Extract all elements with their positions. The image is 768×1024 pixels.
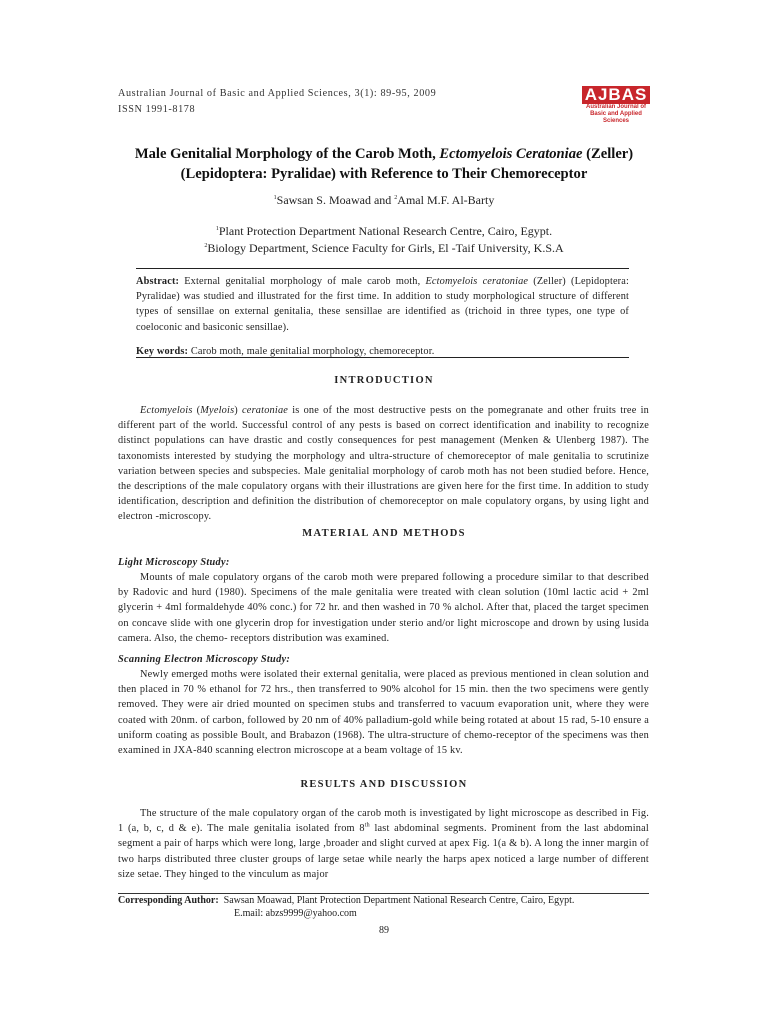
sem-paragraph: Newly emerged moths were isolated their external genitalia, were placed as previous mentioned in clean solution and then placed in 70 % ethanol for 72 hrs., then transferred to 90% alcohol for 15 min. then the two specimens were gently removed. They were air dried mounted on specimen stubs and transferred to vacuum evaporation unit, where they were coated with 20nm. of carbon, followed by 20 nm of 40% palladium-gold while being rotated at about 15 rad, 5-10 ensure a uniform coating as possible Boult, and Brabazon (1968). The ultra-structure of chemo-receptor of the specimens was then examined in JXA-840 scanning electron microscope at a beam voltage of 15 kv.: [118, 669, 649, 757]
affiliation-1: [90, 224, 678, 239]
intro-alt-genus: Myelois: [200, 405, 235, 416]
keywords-bottom-rule: [136, 357, 629, 358]
sem-heading: Scanning Electron Microscopy Study:: [118, 654, 291, 665]
logo-subtitle-2: Basic and Applied Sciences: [590, 111, 642, 124]
light-microscopy-paragraph: Mounts of male copulatory organs of the carob moth were prepared following a procedure similar to that described by Radovic and hurd (1980). Specimens of the male genitalia were treated with clean solution (10ml lactic acid + 2ml glycerin + 4ml formaldehyde 40% conc.) for 72 hr. and then washed in 70 % alchol. After that, placed the target specimen on concave slide with one glycerin drop for investigation under sterio and/or light microscope and drown by using lusida camera. Also, the chemo- receptors distribution was examined.: [118, 572, 649, 644]
title-line-1: [90, 144, 678, 164]
title-line-2: (Lepidoptera: Pyralidae) with Reference to Their Chemoreceptor: [180, 166, 588, 182]
author-1: Sawsan S. Moawad and: [276, 193, 395, 207]
footnote-rule: [118, 893, 649, 894]
results-sup: th: [364, 822, 370, 829]
keywords: [136, 346, 629, 357]
title-species: Ectomyelois Ceratoniae: [439, 146, 583, 162]
logo-text: AJBAS: [582, 86, 650, 104]
affiliation-2-text: Biology Department, Science Faculty for Girls, El -Taif University, K.S.A: [207, 241, 564, 255]
abstract-species: Ectomyelois ceratoniae: [425, 276, 529, 287]
results-paragraph: [118, 806, 649, 882]
keywords-label: Key words:: [136, 346, 189, 357]
affiliation-2-sup: 2: [204, 243, 208, 249]
author-list: [90, 193, 678, 208]
author2-sup: 2: [394, 195, 398, 201]
affiliation-2: [90, 241, 678, 256]
keywords-text: Carob moth, male genitalial morphology, chemoreceptor.: [188, 346, 435, 357]
page-number: 89: [379, 925, 389, 936]
affiliation-1-sup: 1: [215, 226, 219, 232]
methods-heading: MATERIAL AND METHODS: [302, 528, 466, 539]
abstract-text-b: (Zeller) (Lepidoptera: Pyralidae) was studied and illustrated for the first time. In addition to study morphological structure of different types of sensillae on external genitalia, these sensillae are identified as (trichoid in three types, one type of coeloconic and basiconic sensillae).: [136, 276, 629, 333]
journal-citation: Australian Journal of Basic and Applied Sciences, 3(1): 89-95, 2009: [118, 88, 437, 99]
introduction-paragraph: [118, 403, 649, 525]
intro-text: is one of the most destructive pests on the pomegranate and other fruits tree in different part of the world. Successful control of any pests is based on correct identification and inability to recognize distinct populations can have drastic and costly consequences for pest management (Menken & Ulenberg 1987). The taxonomists interested by studying the morphology and ultra-structure of chemoreceptor of male genitalia to scrutinize variation between species and subspecies. Male genitalial morphology of carob moth has not been studied before. Hence, the descriptions of the male copulatory organs with their illustrations are given here for the first time. In addition to study identification, description and definition the distribution of chemoreceptor on male copulatory organs, by using light and electron -microscopy.: [118, 405, 649, 523]
author1-sup: 1: [273, 195, 277, 201]
journal-logo: [582, 86, 650, 124]
corresponding-author-line: [118, 895, 574, 908]
abstract-text-a: External genitalial morphology of male carob moth,: [179, 276, 426, 287]
corresponding-text: Sawsan Moawad, Plant Protection Department National Research Centre, Cairo, Egypt.: [223, 895, 575, 906]
author-2: Amal M.F. Al-Barty: [397, 193, 495, 207]
logo-subtitle-1: Australian Journal of: [585, 104, 646, 110]
abstract-label: Abstract:: [136, 276, 180, 287]
paper-title: [90, 144, 678, 184]
results-text-b: last abdominal segments. Prominent from the last abdominal segment a pair of harps which were long, large ,broader and slight curved at apex Fig. 1(a & b). A long the inner margin of two harps distributed three cluster groups of large setae while nearly the harps apex noticed a large number of different size setae. They hinged to the vinculum as major: [118, 823, 649, 880]
affiliation-1-text: Plant Protection Department National Research Centre, Cairo, Egypt.: [218, 224, 553, 238]
corresponding-label: Corresponding Author:: [118, 895, 219, 906]
intro-close-paren: ): [234, 405, 243, 416]
intro-open-paren: (: [192, 405, 201, 416]
intro-species: ceratoniae: [242, 405, 289, 416]
introduction-heading: INTRODUCTION: [334, 375, 434, 386]
abstract: [136, 274, 629, 335]
abstract-top-rule: [136, 268, 629, 269]
results-text-a: The structure of the male copulatory organ of the carob moth is investigated by light microscope as described in Fig. 1 (a, b, c, d & e). The male genitalia isolated from 8: [118, 808, 649, 835]
issn-line: ISSN 1991-8178: [118, 104, 196, 115]
results-heading: RESULTS AND DISCUSSION: [300, 779, 468, 790]
email-line: E.mail: abzs9999@yahoo.com: [234, 907, 357, 919]
light-microscopy-heading: Light Microscopy Study:: [118, 557, 230, 568]
intro-genus: Ectomyelois: [140, 405, 193, 416]
title-text-b: (Zeller): [582, 146, 634, 162]
title-text-a: Male Genitalial Morphology of the Carob Moth,: [134, 146, 440, 162]
corresponding-author: [118, 895, 574, 920]
